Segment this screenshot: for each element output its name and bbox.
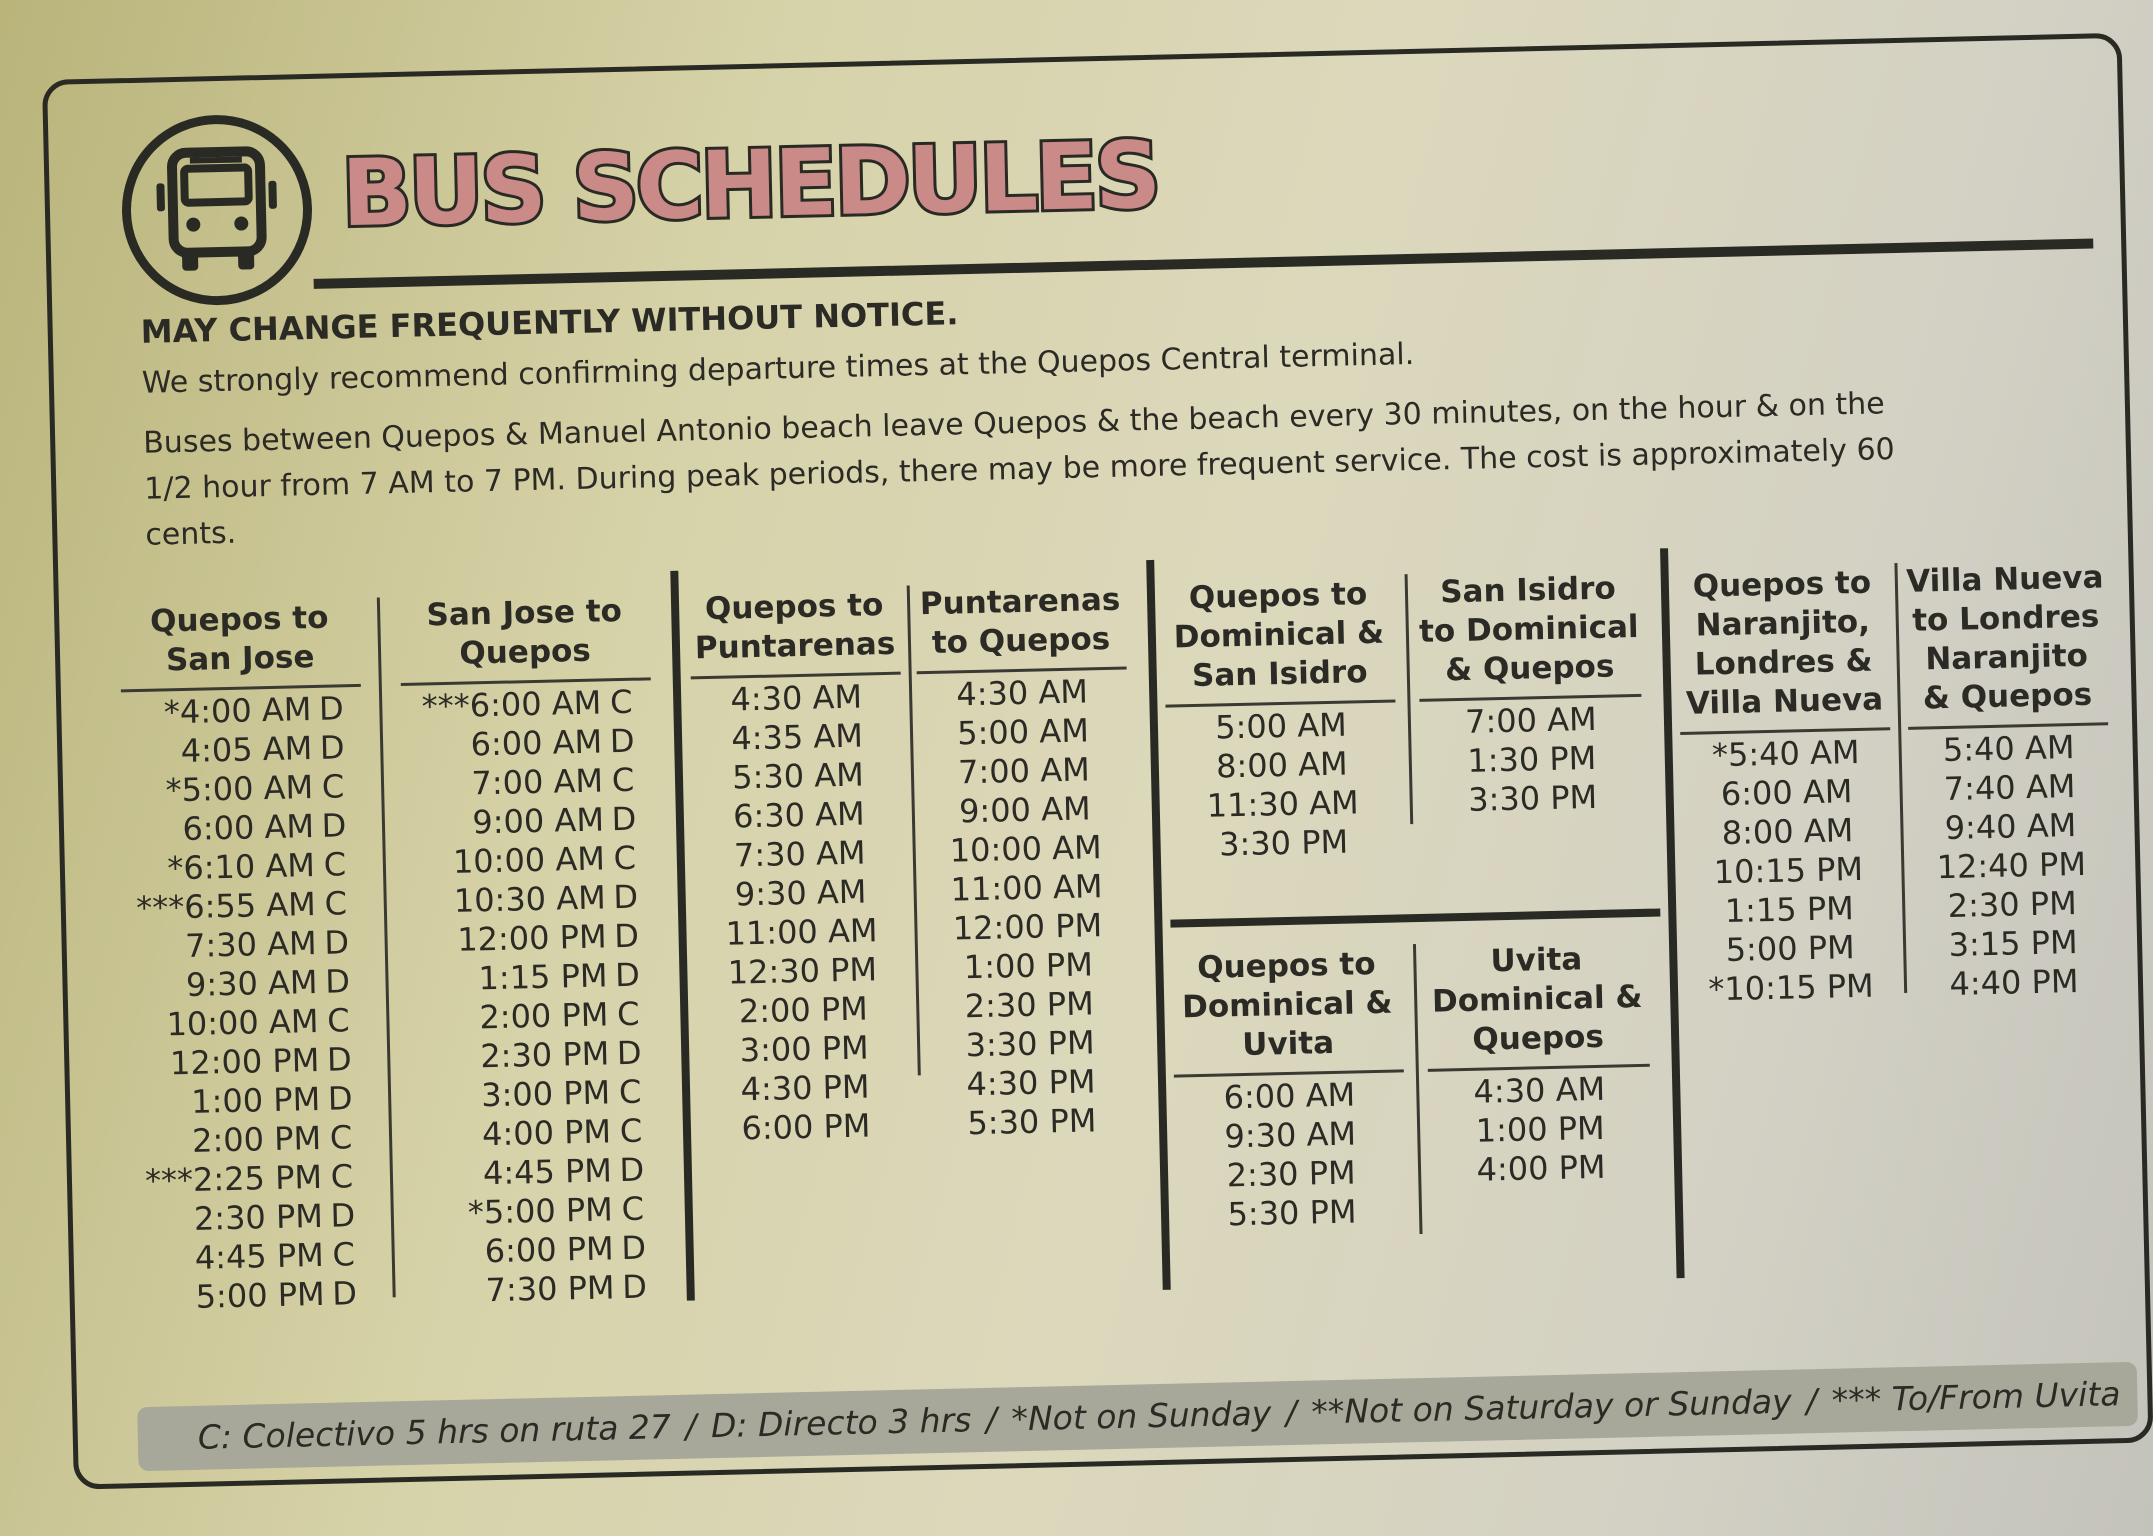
departure-time: 12:00 PM [169,1040,320,1083]
departure-time: 4:30 AM [1473,1069,1606,1111]
intro-line-1: We strongly recommend confirming departure times at the Quepos Central terminal. [141,336,1415,401]
legend-separator: / [1805,1381,1818,1421]
schedule-sheet [42,33,2153,1490]
service-code: D [330,1196,356,1235]
departure-row [409,1033,660,1078]
route-san-isidro-dominical-quepos [1417,569,1645,821]
departure-time: 3:00 PM [739,1028,870,1070]
departure-row [125,884,366,928]
departure-row [404,838,655,883]
service-code: C [618,1072,642,1112]
departure-time: 4:30 AM [955,672,1089,714]
departure-time: 7:00 AM [957,750,1091,792]
departure-time: 1:30 PM [1466,738,1597,780]
departure-row [124,845,365,889]
departure-time: 7:30 AM [733,833,866,875]
departure-time: 11:30 AM [1206,783,1360,825]
departure-time: 5:00 AM [956,711,1090,753]
service-code: C [329,1118,353,1157]
departure-time: 4:30 PM [740,1067,870,1109]
service-code: D [614,955,641,995]
departure-row [131,1118,372,1162]
departure-time: 2:00 PM [191,1118,322,1160]
departure-time: 5:30 PM [967,1101,1097,1143]
departure-row [408,994,659,1039]
service-code: C [611,760,635,800]
departure-time: 10:15 PM [1713,849,1864,892]
service-code: C [323,845,347,884]
bus-icon [120,113,314,307]
time-list [691,675,912,1150]
route-heading: Uvita Dominical & Quepos [1425,939,1650,1072]
time-list [1174,1072,1408,1235]
intro-text [141,321,1905,573]
departure-row [127,962,368,1006]
service-code: D [323,923,350,962]
service-code: D [619,1150,645,1190]
departure-row [411,1111,662,1156]
departure-time: 4:00 PM [1476,1147,1606,1189]
departure-time: 1:15 PM [1724,889,1855,931]
departure-time: 5:30 PM [1227,1192,1357,1234]
legend-bar [137,1362,2138,1471]
departure-time: 2:00 PM [738,989,869,1031]
departure-time: ***6:00 AM [421,683,602,726]
departure-time: 10:00 AM [949,828,1103,870]
departure-row [410,1072,661,1117]
departure-time: 2:30 PM [1947,884,2078,925]
route-puntarenas-quepos [915,581,1138,1145]
departure-time: 7:40 AM [1943,767,2076,809]
service-code: C [616,994,640,1034]
departure-row [128,1001,369,1045]
departure-time: *5:00 AM [165,768,314,810]
service-code: C [321,767,345,806]
departure-time: 3:30 PM [1467,777,1598,819]
service-code: D [318,689,345,728]
departure-time: 9:00 AM [958,789,1091,831]
departure-time: 4:45 PM [194,1235,325,1277]
departure-row [133,1235,374,1279]
title-divider [314,239,2094,289]
time-list [121,687,375,1318]
service-code: C [619,1111,643,1151]
column-divider [1405,574,1414,824]
route-heading: Quepos to Naranjito, Londres & Villa Nueva [1676,563,1890,735]
departure-row [404,799,655,844]
departure-row [134,1274,375,1318]
departure-time: 11:00 AM [950,867,1103,909]
departure-row [412,1150,663,1195]
page-title: BUS SCHEDULES [340,121,1160,248]
departure-time: 4:05 AM [180,729,313,771]
departure-time: 7:30 AM [184,923,318,965]
departure-time: 6:00 AM [470,722,603,764]
service-code: D [613,916,640,956]
departure-time: 2:30 PM [193,1196,324,1238]
departure-time: 5:40 AM [1942,728,2075,770]
time-list [1419,697,1644,821]
departure-time: 4:35 AM [730,716,864,758]
service-code: D [612,877,639,917]
departure-row [132,1196,373,1240]
route-quepos-dominical-uvita [1171,944,1407,1235]
service-code: D [616,1033,642,1073]
departure-time: ***2:25 PM [144,1157,323,1200]
departure-time: 9:00 AM [471,800,605,842]
departure-time: 3:00 PM [480,1073,611,1115]
departure-row [130,1079,371,1123]
service-code: D [331,1274,358,1313]
legend-directo: D: Directo 3 hrs [710,1400,972,1446]
route-heading: Villa Nueva to Londres Naranjito & Quepos [1904,558,2108,729]
departure-time: 4:00 PM [481,1112,612,1154]
service-code: C [324,884,348,923]
route-villa-nueva-quepos [1904,558,2114,1004]
departure-time: 10:30 AM [453,878,607,920]
time-list [1680,730,1896,1010]
departure-time: 4:40 PM [1949,962,2079,1003]
legend-separator: / [985,1399,998,1439]
route-heading: San Isidro to Dominical & Quepos [1417,569,1642,702]
departure-time: 6:00 AM [182,807,315,849]
service-code: D [324,962,351,1001]
route-quepos-san-jose [119,598,375,1318]
departure-row [414,1267,665,1312]
departure-time: 9:30 AM [1224,1114,1357,1156]
route-quepos-dominical-san-isidro [1163,574,1399,865]
departure-time: 3:15 PM [1948,923,2078,964]
departure-time: 6:00 PM [484,1229,615,1271]
legend-not-sunday: *Not on Sunday [1011,1393,1272,1439]
departure-time: 7:30 PM [485,1268,615,1310]
departure-row [413,1228,664,1273]
departure-time: 5:30 AM [731,755,865,797]
departure-time: 9:40 AM [1944,806,2077,848]
departure-time: 1:15 PM [478,956,608,998]
departure-time: 4:30 AM [730,677,863,719]
service-code: D [327,1079,353,1118]
departure-time: 6:00 AM [1223,1075,1356,1117]
legend-separator: / [1285,1392,1298,1433]
route-heading: San Jose to Quepos [399,591,651,686]
column-divider [1413,944,1423,1234]
legend-colectivo: C: Colectivo 5 hrs on ruta 27 [197,1407,672,1457]
departure-row [123,767,364,811]
legend-separator: / [684,1406,697,1446]
departure-time: *5:00 PM [467,1190,614,1232]
route-san-jose-quepos [399,591,665,1311]
departure-row [401,682,652,727]
departure-time: *6:10 AM [166,846,316,888]
service-code: D [319,728,345,767]
departure-time: 10:00 AM [452,839,606,881]
column-divider [377,597,396,1297]
route-quepos-naranjito [1676,563,1896,1010]
departure-time: 3:30 PM [1218,822,1349,864]
departure-time: 12:00 PM [456,917,608,959]
time-list [1166,702,1400,865]
departure-row [412,1189,663,1234]
departure-row [406,916,657,961]
service-code: C [609,682,633,722]
departure-row [403,760,654,805]
departure-time: *4:00 AM [163,690,312,732]
departure-row [129,1040,370,1084]
time-list [401,680,665,1312]
departure-time: *10:15 PM [1707,966,1875,1009]
route-heading: Quepos to San Jose [119,598,361,692]
departure-time: 5:00 PM [1725,928,1856,970]
route-heading: Puntarenas to Quepos [915,581,1127,675]
section-divider [1170,909,1660,928]
departure-time: ***6:55 AM [135,885,317,928]
departure-time: 12:40 PM [1936,844,2087,887]
departure-time: 2:30 PM [1226,1153,1357,1195]
departure-row [121,689,362,733]
service-code: C [326,1001,351,1040]
departure-time: 1:00 PM [963,945,1094,987]
departure-time: *5:40 AM [1711,732,1860,775]
time-list [1908,725,2114,1004]
departure-time: 6:00 AM [1720,772,1853,814]
departure-time: 8:00 AM [1215,744,1349,786]
departure-time: 1:00 PM [1475,1108,1606,1150]
departure-time: 7:00 AM [471,761,604,803]
departure-time: 6:00 PM [741,1106,871,1148]
departure-time: 12:00 PM [952,906,1103,948]
service-code: D [611,799,637,839]
service-code: C [613,838,637,878]
departure-time: 2:30 PM [964,984,1095,1026]
route-heading: Quepos to Puntarenas [689,586,901,680]
departure-row [405,877,656,922]
departure-row [402,721,653,766]
departure-time: 2:00 PM [479,995,609,1037]
service-code: C [330,1157,354,1196]
departure-row [124,806,365,850]
departure-time: 11:00 AM [725,911,878,953]
departure-time: 4:30 PM [966,1062,1096,1104]
route-heading: Quepos to Dominical & San Isidro [1163,574,1396,707]
departure-time: 7:00 AM [1464,699,1598,741]
service-code: C [332,1235,356,1274]
departure-time: 6:30 AM [732,794,866,836]
service-code: D [621,1267,648,1307]
departure-time: 1:00 PM [190,1079,321,1121]
service-code: C [621,1189,645,1229]
route-heading: Quepos to Dominical & Uvita [1171,944,1404,1077]
departure-time: 3:30 PM [965,1023,1096,1065]
departure-time: 4:45 PM [482,1151,613,1193]
service-code: D [326,1040,353,1079]
legend-uvita: *** To/From Uvita [1831,1374,2121,1420]
time-list [917,670,1138,1145]
departure-time: 12:30 PM [727,950,878,992]
departure-time: 2:30 PM [479,1034,610,1076]
departure-time: 9:30 AM [185,962,318,1004]
legend-not-weekend: **Not on Saturday or Sunday [1310,1381,1793,1432]
service-code: D [321,806,347,845]
departure-row [122,728,363,772]
departure-time: 9:30 AM [734,872,867,914]
time-list [1428,1067,1653,1191]
route-uvita-dominical-quepos [1425,939,1653,1191]
departure-row [132,1157,373,1201]
intro-line-2: Buses between Quepos & Manuel Antonio beach leave Quepos & the beach every 30 minutes, on the hour & on the 1/2 hour from 7 AM to 7 PM. During peak periods, there may be more frequent service. The cost is approximately 60 cents. [142,386,1896,553]
departure-time: 8:00 AM [1721,811,1854,853]
route-quepos-puntarenas [689,586,912,1150]
departure-time: 10:00 AM [166,1001,319,1044]
service-code: D [609,721,635,761]
departure-time: 5:00 AM [1214,705,1348,747]
departure-row [126,923,367,967]
departure-time: 5:00 PM [195,1274,326,1316]
departure-row [407,955,658,1000]
service-code: D [620,1228,647,1268]
change-notice: MAY CHANGE FREQUENTLY WITHOUT NOTICE. [140,294,959,351]
